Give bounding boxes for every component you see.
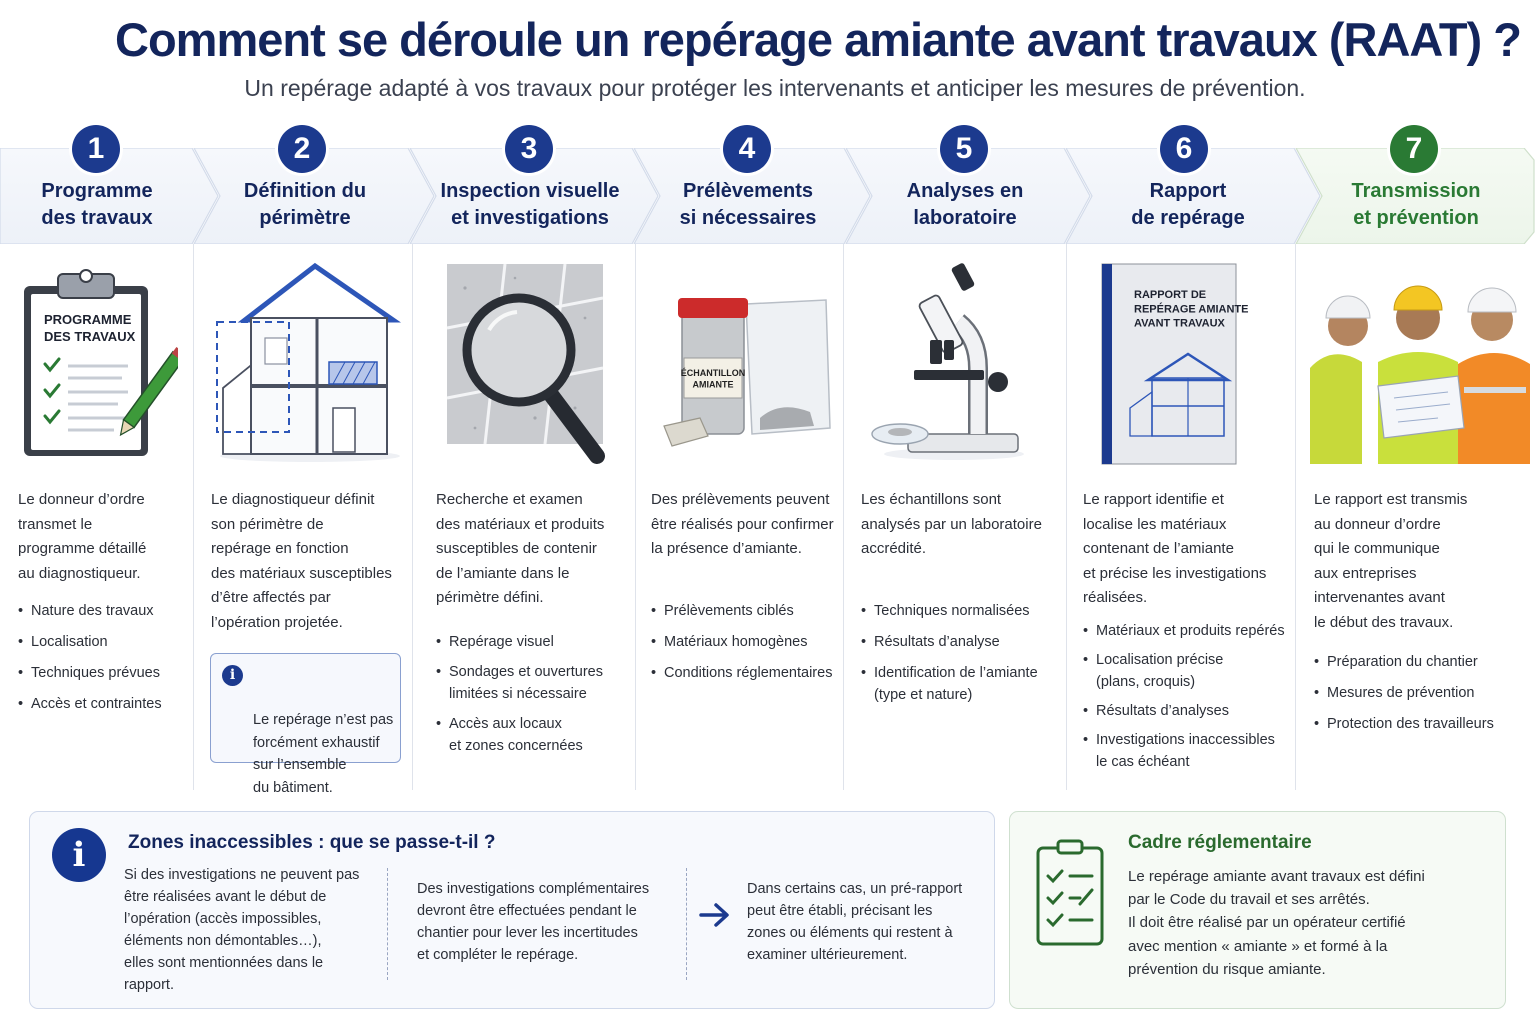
step-7-title: Transmission et prévention [1351,180,1481,229]
inaccessible-zones-text-2: Des investigations complémentaires devront être effectuées pendant le chantier pour lever les incertitudes et compléter le repérage. [417,881,650,963]
info-icon: i [222,665,243,686]
list-item: • Nature des travaux [18,600,193,622]
note-text: Le repérage n’est pas forcément exhaustif sur l’ensemble du bâtiment. [253,712,394,796]
page-subtitle: Un repérage adapté à vos travaux pour protéger les intervenants et anticiper les mesures de prévention. [244,75,1306,101]
step-6-number: 6 [1160,125,1208,173]
step-3-title: Inspection visuelle et investigations [440,180,620,229]
step-2-description: Le diagnostiqueur définit son périmètre de repérage en fonction des matériaux susceptibles d’être affectés par l’opération projetée. [211,491,392,631]
column-divider [1066,244,1067,790]
list-item: • Matériaux homogènes [651,631,843,653]
exhaustive-note-box [210,653,401,796]
list-item: • Mesures de prévention [1314,682,1526,704]
jar-label-text: ÉCHANTILLON AMIANTE [680,368,746,390]
column-divider [843,244,844,790]
step-2-title: Définition du périmètre [243,180,367,229]
arrow-right-icon [698,898,732,932]
list-item: • Sondages et ouvertures limitées si nécessaire [436,661,636,705]
step-5-description: Les échantillons sont analysés par un laboratoire accrédité. [861,491,1042,557]
step-7-number: 7 [1390,125,1438,173]
step-1-title: Programme des travaux [41,180,153,229]
step-6-title: Rapport de repérage [1131,180,1245,229]
page-title: Comment se déroule un repérage amiante avant travaux (RAAT) ? [115,13,1521,66]
magnifier-inspection-illustration [445,258,615,468]
step-3-bullets [436,631,636,757]
step-6-bullets [1083,620,1295,773]
list-item: • Accès aux locaux et zones concernées [436,713,636,757]
microscope-illustration [868,258,1028,468]
step-5-bullets [861,600,1066,706]
list-item: • Préparation du chantier [1314,651,1526,673]
sample-jar-illustration [660,258,835,468]
checklist-icon [1034,838,1106,948]
list-item: • Localisation précise (plans, croquis) [1083,649,1295,693]
house-cutaway-illustration [205,258,405,468]
step-1-description: Le donneur d’ordre transmet le programme détaillé au diagnostiqueur. [18,491,147,582]
column-divider [412,244,413,790]
step-5-title: Analyses en laboratoire [906,180,1024,229]
panel-divider [686,868,687,980]
step-3-description: Recherche et examen des matériaux et produits susceptibles de contenir de l’amiante dans le périmètre défini. [436,491,605,606]
clipboard-illustration [18,258,178,468]
list-item: • Matériaux et produits repérés [1083,620,1295,642]
clipboard-label-line1: PROGRAMME DES TRAVAUX [44,312,136,344]
inaccessible-zones-text-3: Dans certains cas, un pré-rapport peut être établi, précisant les zones ou éléments qui restent à examiner ultérieurement. [747,881,963,963]
list-item: • Techniques prévues [18,662,193,684]
inaccessible-zones-title: Zones inaccessibles : que se passe-t-il ? [128,832,496,853]
column-divider [193,244,194,790]
step-4-bullets [651,600,843,684]
step-5-number: 5 [940,125,988,173]
step-6-description: Le rapport identifie et localise les matériaux contenant de l’amiante et précise les investigations réalisées. [1083,491,1267,606]
list-item: • Accès et contraintes [18,693,193,715]
regulatory-framework-text: Le repérage amiante avant travaux est défini par le Code du travail et ses arrêtés. Il doit être réalisé par un opérateur certifié avec mention « amiante » et formé à la prévention du risque amiante. [1128,868,1425,978]
step-7-description: Le rapport est transmis au donneur d’ordre qui le communique aux entreprises intervenantes avant le début des travaux. [1314,491,1468,631]
step-4-number: 4 [723,125,771,173]
list-item: • Prélèvements ciblés [651,600,843,622]
list-item: • Investigations inaccessibles le cas échéant [1083,729,1295,773]
info-icon: i [52,828,106,882]
step-4-title: Prélèvements si nécessaires [679,180,817,229]
report-cover-title: RAPPORT DE REPÉRAGE AMIANTE AVANT TRAVAUX [1134,289,1249,330]
workers-team-illustration [1308,258,1530,468]
list-item: • Conditions réglementaires [651,662,843,684]
step-1-bullets [18,600,193,715]
list-item: • Identification de l’amiante (type et nature) [861,662,1066,706]
step-2-number: 2 [278,125,326,173]
panel-divider [387,868,388,980]
step-1-number: 1 [72,125,120,173]
column-divider [1295,244,1296,790]
list-item: • Localisation [18,631,193,653]
step-3-number: 3 [505,125,553,173]
regulatory-framework-title: Cadre réglementaire [1128,832,1312,853]
list-item: • Repérage visuel [436,631,636,653]
list-item: • Techniques normalisées [861,600,1066,622]
list-item: • Résultats d’analyses [1083,700,1295,722]
inaccessible-zones-text-1: Si des investigations ne peuvent pas être réalisées avant le début de l’opération (accès impossibles, éléments non démontables…), elles sont mentionnées dans le rapport. [124,867,360,993]
list-item: • Protection des travailleurs [1314,713,1526,735]
report-document-illustration [1100,258,1250,468]
list-item: • Résultats d’analyse [861,631,1066,653]
step-7-bullets [1314,651,1526,735]
step-4-description: Des prélèvements peuvent être réalisés pour confirmer la présence d’amiante. [651,491,834,557]
